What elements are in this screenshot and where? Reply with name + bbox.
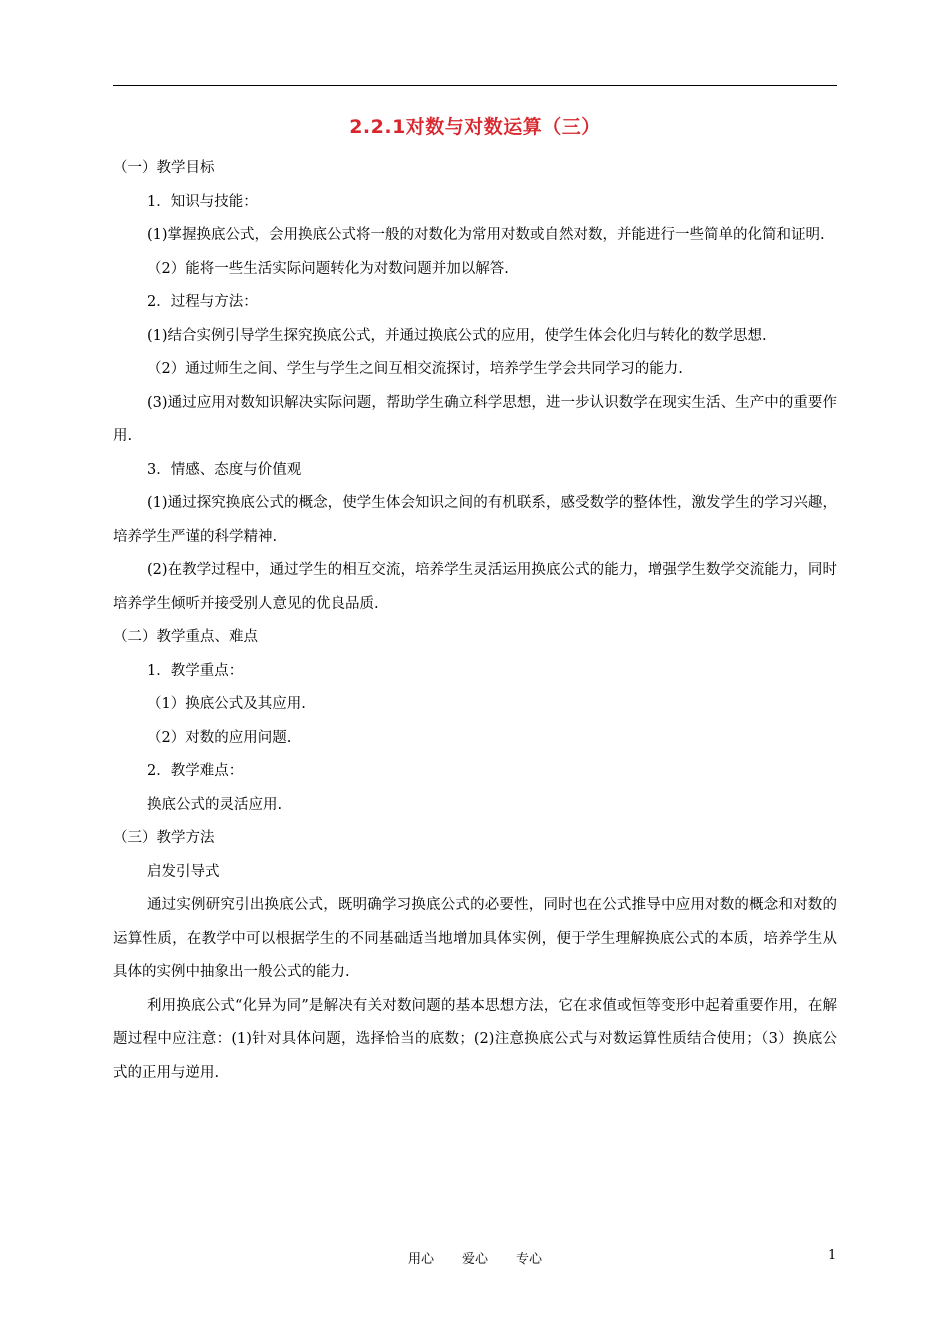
subheading-emotion-values: 3．情感、态度与价值观 bbox=[147, 461, 302, 478]
subheading-knowledge-skills: 1．知识与技能： bbox=[147, 193, 258, 210]
paragraph: （2）对数的应用问题. bbox=[147, 729, 292, 746]
document-body bbox=[113, 152, 837, 1090]
paragraph: （2）能将一些生活实际问题转化为对数问题并加以解答. bbox=[147, 260, 509, 277]
paragraph: （2）通过师生之间、学生与学生之间互相交流探讨，培养学生学会共同学习的能力. bbox=[147, 361, 683, 377]
page-number: 1 bbox=[828, 1248, 837, 1263]
footer-text: 爱心 bbox=[461, 1252, 488, 1267]
paragraph: （1）换底公式及其应用. bbox=[147, 696, 306, 712]
paragraph: 通过实例研究引出换底公式，既明确学习换底公式的必要性，同时也在公式推导中应用对数的概念和对数的运算性质，在教学中可以根据学生的不同基础适当地增加具体实例，便于学生理解换底公式的本质，培养学生从具体的实例中抽象出一般公式的能力. bbox=[113, 897, 837, 980]
paragraph: 利用换底公式“化异为同”是解决有关对数问题的基本思想方法，它在求值或恒等变形中起着重要作用，在解题过程中应注意：(1)针对具体问题，选择恰当的底数；(2)注意换底公式与对数运算性质结合使用；（3）换底公式的正用与逆用. bbox=[113, 997, 837, 1081]
subheading-difficulty: 2．教学难点： bbox=[147, 763, 244, 779]
paragraph: (3)通过应用对数知识解决实际问题，帮助学生确立科学思想，进一步认识数学在现实生活、生产中的重要作用. bbox=[113, 394, 837, 444]
footer-text: 专心 bbox=[516, 1252, 543, 1267]
document-title: 2.2.1对数与对数运算（三） bbox=[349, 116, 601, 138]
section-heading-objectives: （一）教学目标 bbox=[113, 160, 215, 176]
paragraph: 启发引导式 bbox=[147, 863, 220, 880]
subheading-process-methods: 2．过程与方法： bbox=[147, 294, 258, 310]
section-heading-methods: （三）教学方法 bbox=[113, 830, 215, 846]
footer-motto bbox=[0, 1248, 950, 1267]
paragraph: 换底公式的灵活应用. bbox=[147, 796, 283, 813]
subheading-key-focus: 1．教学重点： bbox=[147, 662, 244, 679]
paragraph: (1)结合实例引导学生探究换底公式，并通过换底公式的应用，使学生体会化归与转化的数学思想. bbox=[147, 327, 767, 344]
section-heading-key-points: （二）教学重点、难点 bbox=[113, 629, 258, 645]
footer-text: 用心 bbox=[407, 1252, 434, 1267]
paragraph: (2)在教学过程中，通过学生的相互交流，培养学生灵活运用换底公式的能力，增强学生数学交流能力，同时培养学生倾听并接受别人意见的优良品质. bbox=[113, 562, 837, 612]
paragraph: (1)通过探究换底公式的概念，使学生体会知识之间的有机联系，感受数学的整体性，激发学生的学习兴趣，培养学生严谨的科学精神. bbox=[113, 495, 837, 545]
header-rule bbox=[113, 85, 837, 86]
paragraph: (1)掌握换底公式，会用换底公式将一般的对数化为常用对数或自然对数，并能进行一些简单的化简和证明. bbox=[147, 227, 825, 243]
